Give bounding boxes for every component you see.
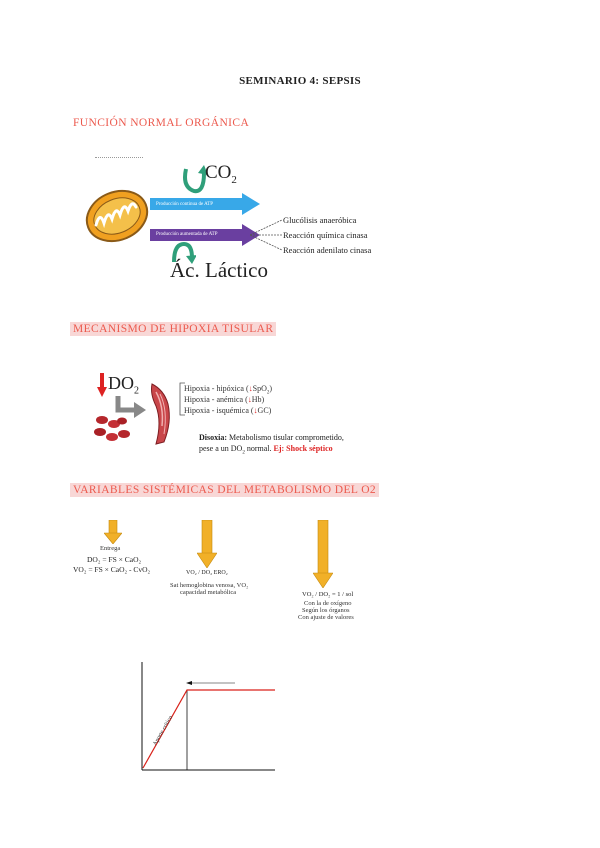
extraction-equation: VO₂ / DO₂ ERO₂ [186, 570, 228, 576]
hypoxia-item: Hipoxia - anémica (↓Hb) [184, 395, 265, 404]
down-arrow-icon [313, 520, 333, 588]
section-heading-hipoxia: MECANISMO DE HIPOXIA TISULAR [70, 322, 276, 336]
disoxia-definition: Disoxia: Metabolismo tisular comprometido, [199, 433, 344, 442]
do2-label: $DO_2$ [108, 373, 139, 397]
lactic-acid-label: Ác. Láctico [170, 258, 268, 282]
mitochondria-icon [82, 185, 152, 247]
down-arrow-icon [97, 373, 107, 397]
figure-caption-line [95, 157, 143, 160]
section-heading-funcion-normal: FUNCIÓN NORMAL ORGÁNICA [73, 117, 250, 129]
extraction-caption: Sat hemoglobina venosa, VO₂ [170, 582, 249, 589]
hypoxia-item: Hipoxia - isquémica (↓GC) [184, 406, 272, 415]
oxygen-delivery-graph [130, 660, 280, 775]
anaerobic-arrow-label: Producción aumentada de ATP [156, 232, 218, 237]
down-arrow-icon [104, 520, 122, 544]
consequence-item: Reacción química cinasa [283, 230, 368, 240]
direction-arrowhead [186, 681, 192, 685]
section-heading-variables: VARIABLES SISTÉMICAS DEL METABOLISMO DEL O2 [70, 483, 379, 497]
ratio-caption: Con la de oxígeno [304, 600, 352, 607]
consequence-item: Reacción adenilato cinasa [283, 245, 372, 255]
graph-ylabel: Aporte crítico [152, 714, 175, 747]
aerobic-arrow-label: Producción continua de ATP [156, 202, 214, 207]
red-blood-cells-icon [92, 412, 132, 446]
extraction-caption: capacidad metabólica [180, 589, 237, 596]
co2-label: $CO_2$ [205, 162, 237, 186]
ratio-equation: VO₂ / DO₂ = 1 / sol [302, 591, 354, 598]
do2-equation: DO₂ = FS × CaO₂ [87, 555, 142, 564]
hypoxia-item: Hipoxia - hipóxica (↓SpO$_2$) [184, 384, 273, 396]
ratio-caption: Con ajuste de valores [298, 614, 354, 621]
consequence-item: Glucólisis anaeróbica [283, 215, 357, 225]
delivery-title: Entrega [100, 545, 121, 552]
vo2-equation: VO₂ = FS × CaO₂ - CvO₂ [73, 565, 151, 574]
muscle-tissue-icon [142, 382, 178, 446]
down-arrow-icon [197, 520, 217, 568]
branch-connector [250, 218, 284, 252]
ratio-caption: Según los órganos [302, 607, 350, 614]
page-title: SEMINARIO 4: SEPSIS [239, 75, 361, 87]
disoxia-definition-cont: pese a un $DO_2$ normal. Ej: Shock séptico [199, 444, 333, 456]
